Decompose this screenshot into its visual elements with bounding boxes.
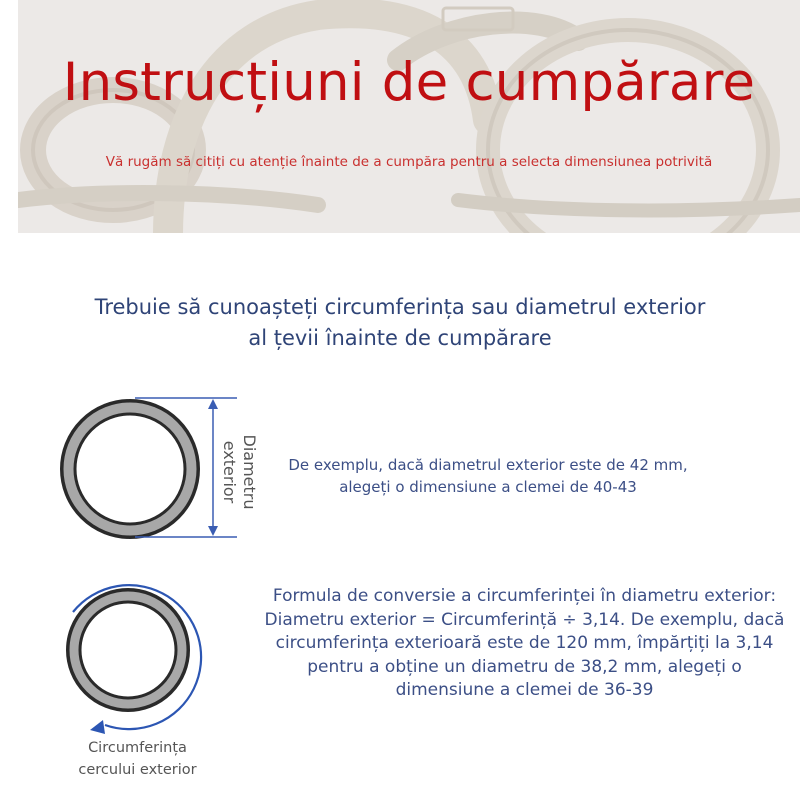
label-line: exterior	[220, 440, 239, 504]
section-heading-line: al țevii înainte de cumpărare	[248, 326, 552, 350]
pipe-wall	[75, 597, 182, 704]
circumference-label	[55, 737, 220, 781]
banner-background-image	[18, 0, 800, 233]
circumference-arrow-icon	[90, 720, 105, 734]
pipe-inner-ring	[80, 602, 176, 698]
page-subtitle: Vă rugăm să citiți cu atenție înainte de a cumpăra pentru a selecta dimensiunea potrivită	[105, 154, 713, 170]
pipe-wall	[69, 408, 191, 530]
header-banner	[18, 0, 800, 233]
pipe-circumference-diagram	[45, 565, 225, 740]
label-line: Diametru	[240, 434, 259, 510]
section-heading	[0, 292, 800, 354]
label-line: Circumferința	[88, 740, 187, 756]
pipe-outer-ring	[68, 590, 188, 710]
page-title: Instrucțiuni de cumpărare	[62, 52, 756, 113]
conversion-formula-text: Formula de conversie a circumferinței în diametru exterior: Diametru exterior = Circumferință ÷ 3,14. De exemplu, dacă circumferința exterioară este de 120 mm, împărțiți la 3,14 pentru a obține un diametru de 38,2 mm, alegeți o dimensiune a clemei de 36-39	[264, 586, 785, 700]
section-heading-line: Trebuie să cunoașteți circumferința sau diametrul exterior	[94, 295, 706, 319]
pipe-inner-ring	[75, 414, 185, 524]
outer-diameter-label	[209, 408, 259, 536]
diameter-example-text: De exemplu, dacă diametrul exterior este de 42 mm, alegeți o dimensiune a clemei de 40-43	[288, 456, 688, 496]
label-line: cercului exterior	[78, 762, 197, 778]
pipe-outer-ring	[62, 401, 198, 537]
